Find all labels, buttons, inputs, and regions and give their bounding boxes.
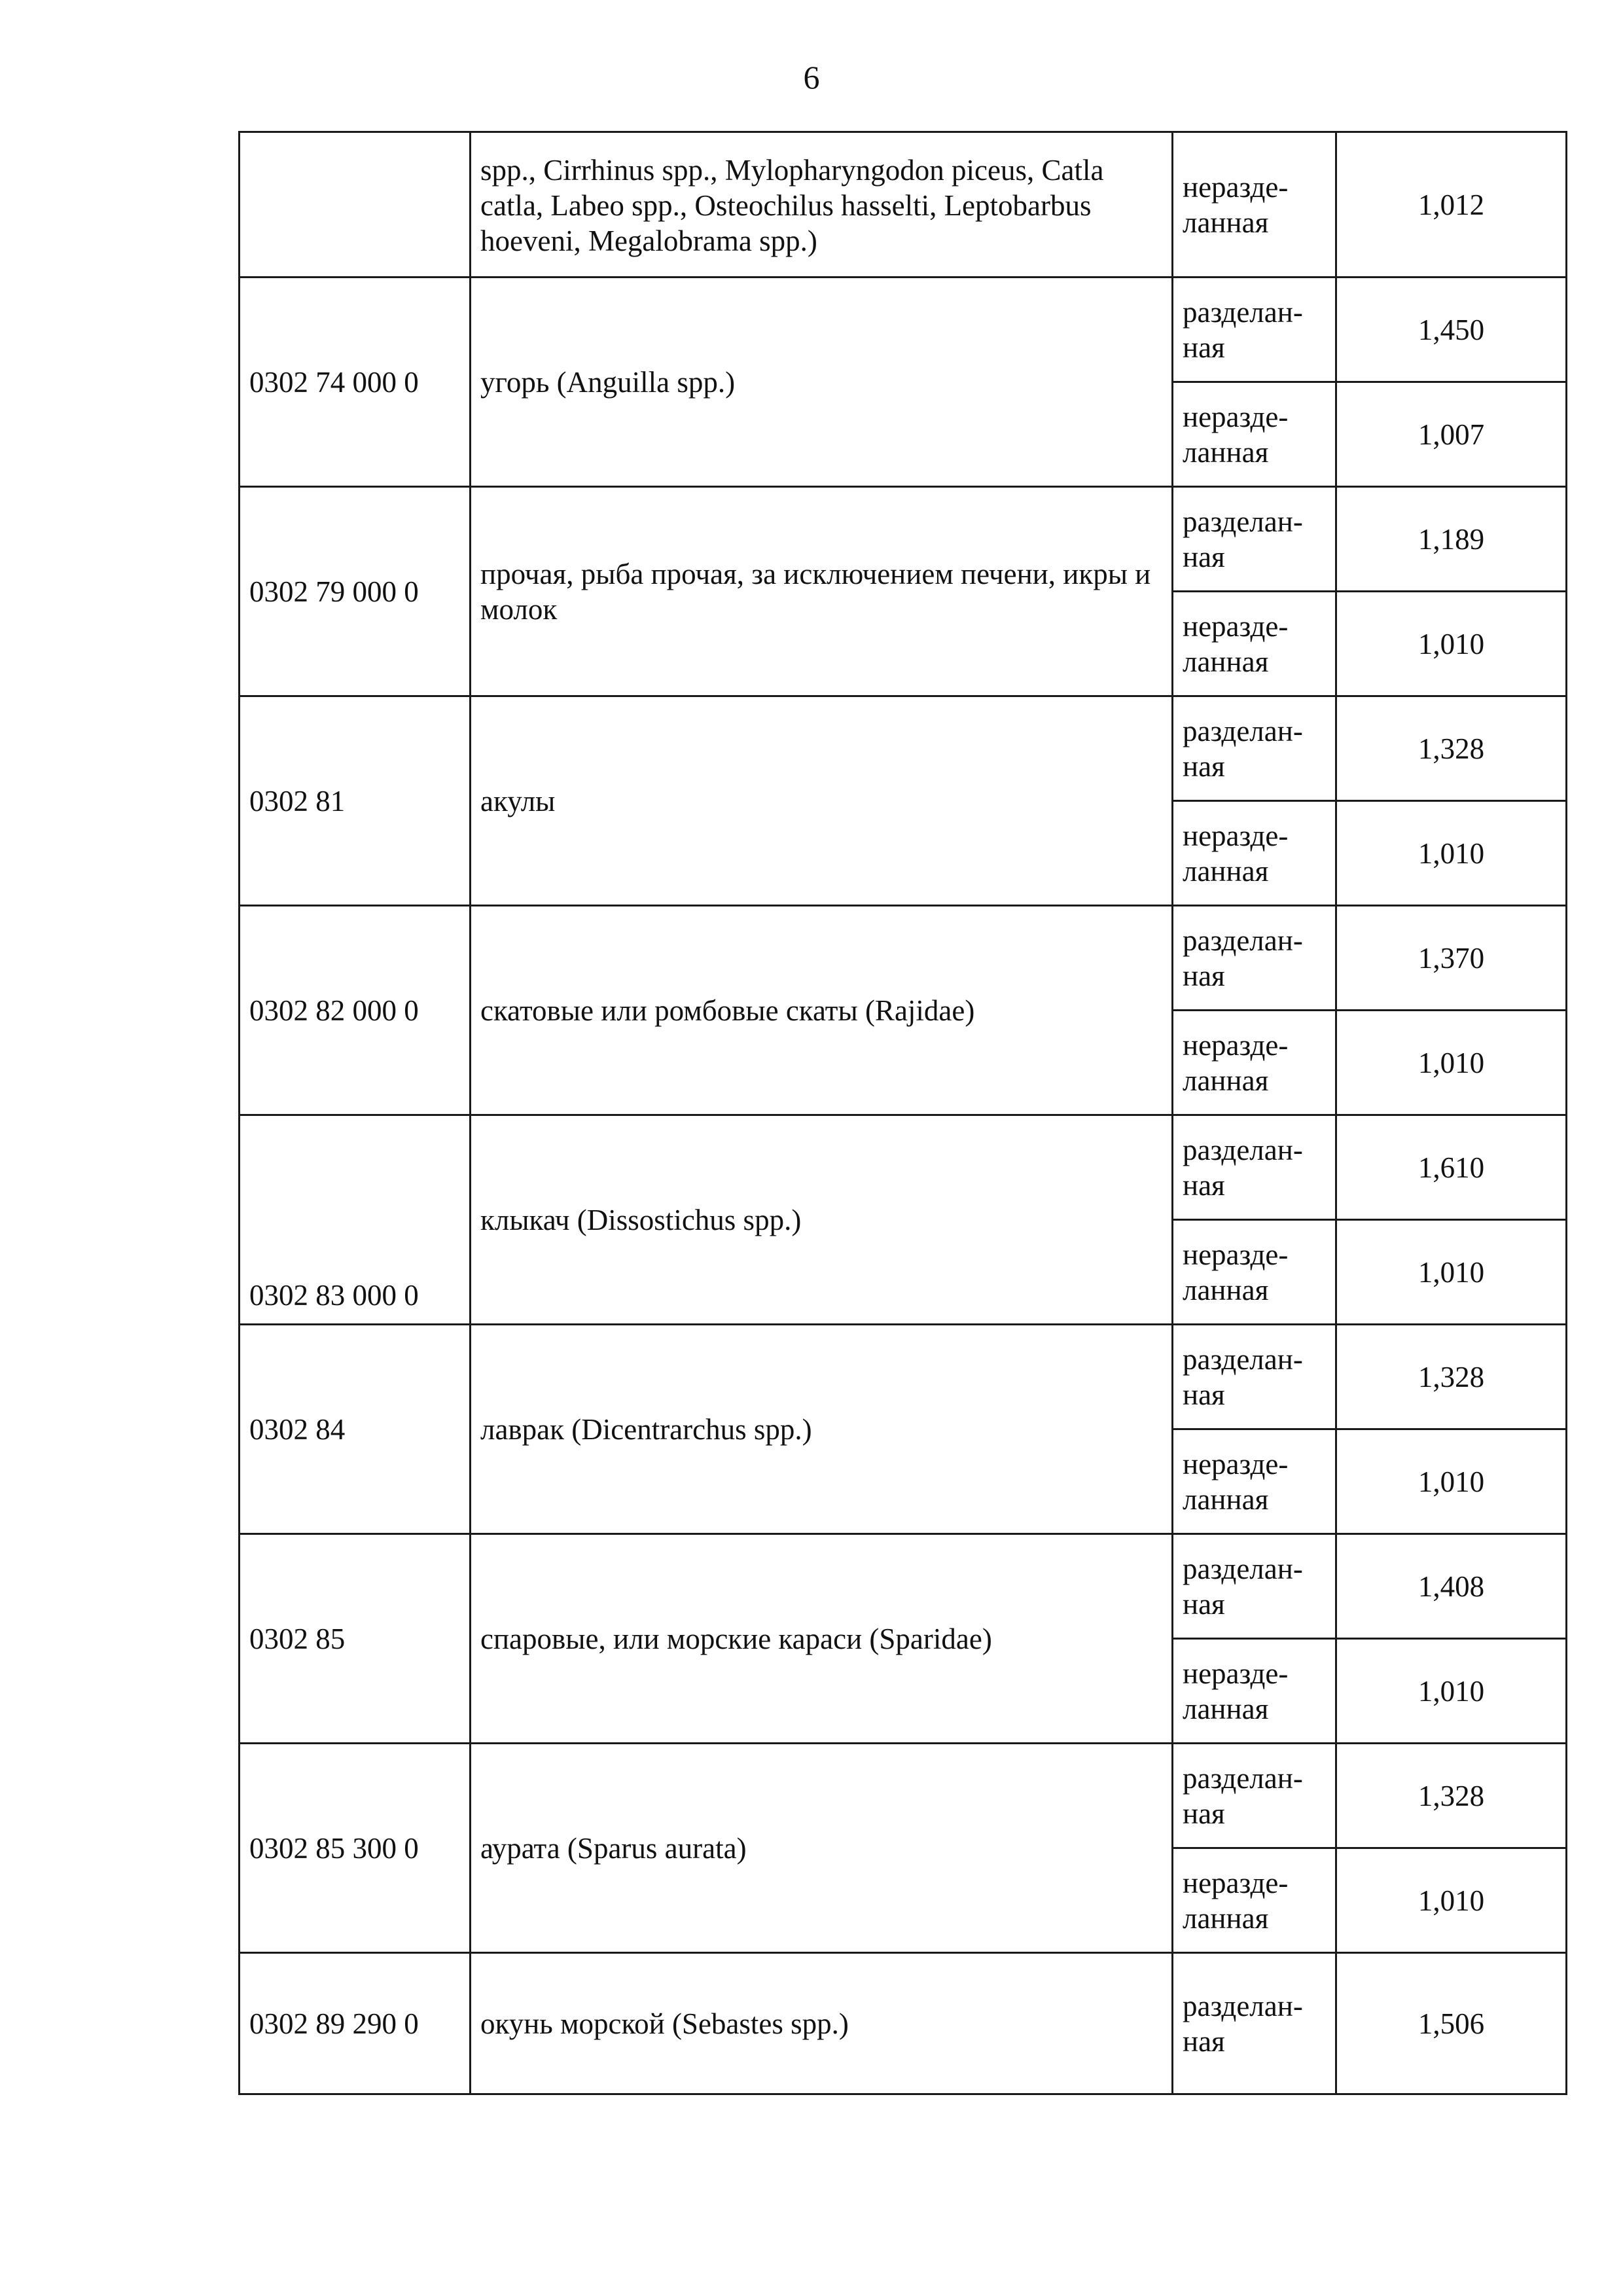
- product-description-cell: spp., Cirrhinus spp., Mylopharyngodon piceus, Catla catla, Labeo spp., Osteochilus hasselti, Leptobarbus hoeveni, Megalobrama spp.): [471, 132, 1173, 278]
- coefficient-value-cell: 1,450: [1336, 278, 1567, 382]
- coefficient-value-cell: 1,408: [1336, 1534, 1567, 1639]
- coefficient-value-cell: 1,010: [1336, 1848, 1567, 1953]
- coefficient-value-cell: 1,328: [1336, 1325, 1567, 1429]
- page-number: 6: [803, 59, 820, 96]
- tn-ved-code-cell: 0302 89 290 0: [240, 1953, 471, 2094]
- processing-type-cell: неразде- ланная: [1173, 592, 1336, 696]
- table-row: [240, 278, 1567, 382]
- table-row: [240, 132, 1567, 278]
- tn-ved-code-cell: 0302 79 000 0: [240, 487, 471, 696]
- coefficient-value-cell: 1,010: [1336, 1639, 1567, 1744]
- table-row: [240, 1534, 1567, 1639]
- processing-type-cell: разделан- ная: [1173, 487, 1336, 592]
- coefficient-value-cell: 1,506: [1336, 1953, 1567, 2094]
- processing-type-cell: неразде- ланная: [1173, 1011, 1336, 1115]
- coefficient-value-cell: 1,370: [1336, 906, 1567, 1011]
- coefficient-value-cell: 1,010: [1336, 801, 1567, 906]
- processing-type-cell: неразде- ланная: [1173, 1429, 1336, 1534]
- processing-type-cell: неразде- ланная: [1173, 1220, 1336, 1325]
- table-row: [240, 487, 1567, 592]
- table-row: [240, 1744, 1567, 1848]
- tn-ved-code-cell: 0302 85 300 0: [240, 1744, 471, 1953]
- table-row: [240, 906, 1567, 1011]
- coefficient-value-cell: 1,012: [1336, 132, 1567, 278]
- tn-ved-code-cell: [240, 132, 471, 278]
- coefficient-value-cell: 1,610: [1336, 1115, 1567, 1220]
- coefficient-value-cell: 1,328: [1336, 1744, 1567, 1848]
- coefficient-value-cell: 1,328: [1336, 696, 1567, 801]
- product-description-cell: скатовые или ромбовые скаты (Rajidae): [471, 906, 1173, 1115]
- processing-type-cell: разделан- ная: [1173, 1953, 1336, 2094]
- coefficient-value-cell: 1,007: [1336, 382, 1567, 487]
- tn-ved-code-cell: 0302 82 000 0: [240, 906, 471, 1115]
- processing-type-cell: неразде- ланная: [1173, 801, 1336, 906]
- tn-ved-code-cell: 0302 84: [240, 1325, 471, 1534]
- tn-ved-code-cell: 0302 85: [240, 1534, 471, 1744]
- coefficient-value-cell: 1,010: [1336, 1220, 1567, 1325]
- product-description-cell: аурата (Sparus aurata): [471, 1744, 1173, 1953]
- processing-type-cell: разделан- ная: [1173, 1534, 1336, 1639]
- tn-ved-code-cell: 0302 81: [240, 696, 471, 906]
- table-row: [240, 1325, 1567, 1429]
- processing-type-cell: разделан- ная: [1173, 1325, 1336, 1429]
- product-description-cell: клыкач (Dissostichus spp.): [471, 1115, 1173, 1325]
- processing-type-cell: неразде- ланная: [1173, 132, 1336, 278]
- table-row: [240, 1115, 1567, 1220]
- table-body: [240, 132, 1567, 2094]
- product-description-cell: прочая, рыба прочая, за исключением печени, икры и молок: [471, 487, 1173, 696]
- processing-type-cell: неразде- ланная: [1173, 1848, 1336, 1953]
- product-description-cell: угорь (Anguilla spp.): [471, 278, 1173, 487]
- tn-ved-code-cell: 0302 74 000 0: [240, 278, 471, 487]
- product-description-cell: окунь морской (Sebastes spp.): [471, 1953, 1173, 2094]
- processing-type-cell: разделан- ная: [1173, 696, 1336, 801]
- processing-type-cell: неразде- ланная: [1173, 1639, 1336, 1744]
- tn-ved-code-cell: 0302 83 000 0: [240, 1115, 471, 1325]
- processing-type-cell: разделан- ная: [1173, 1115, 1336, 1220]
- processing-type-cell: неразде- ланная: [1173, 382, 1336, 487]
- processing-type-cell: разделан- ная: [1173, 906, 1336, 1011]
- coefficient-value-cell: 1,010: [1336, 592, 1567, 696]
- coefficient-value-cell: 1,010: [1336, 1011, 1567, 1115]
- table-row: [240, 696, 1567, 801]
- product-description-cell: спаровые, или морские караси (Sparidae): [471, 1534, 1173, 1744]
- product-description-cell: акулы: [471, 696, 1173, 906]
- coefficient-value-cell: 1,010: [1336, 1429, 1567, 1534]
- product-description-cell: лаврак (Dicentrarchus spp.): [471, 1325, 1173, 1534]
- coefficient-value-cell: 1,189: [1336, 487, 1567, 592]
- tariff-coefficient-table: [238, 131, 1567, 2095]
- table-row: [240, 1953, 1567, 2094]
- processing-type-cell: разделан- ная: [1173, 1744, 1336, 1848]
- processing-type-cell: разделан- ная: [1173, 278, 1336, 382]
